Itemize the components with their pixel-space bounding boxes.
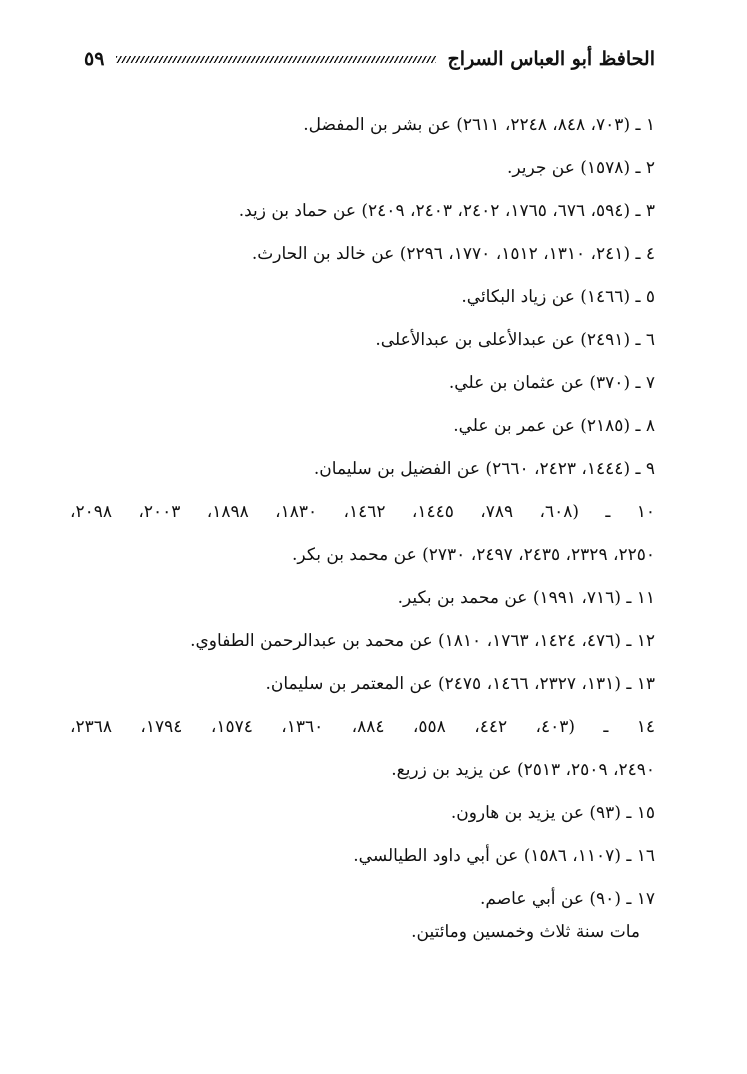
list-item: ١١ ـ (٧١٦، ١٩٩١) عن محمد بن بكير. [397, 588, 655, 608]
list-item: ٣ ـ (٥٩٤، ٦٧٦، ١٧٦٥، ٢٤٠٢، ٢٤٠٣، ٢٤٠٩) عن حماد بن زيد. [238, 201, 655, 221]
narrator-list [70, 104, 655, 921]
page-number: ٥٩ [84, 48, 105, 70]
list-item-line: ١٠ ـ (٦٠٨، ٧٨٩، ١٤٤٥، ١٤٦٢، ١٨٣٠، ١٨٩٨، ٢٠٠٣، ٢٠٩٨، [70, 502, 655, 522]
list-item: ٦ ـ (٢٤٩١) عن عبدالأعلى بن عبدالأعلى. [375, 330, 655, 350]
list-item-line: ١٤ ـ (٤٠٣، ٤٤٢، ٥٥٨، ٨٨٤، ١٣٦٠، ١٥٧٤، ١٧٩٤، ٢٣٦٨، [70, 717, 656, 737]
list-item [70, 706, 655, 792]
list-item: ١٢ ـ (٤٧٦، ١٤٢٤، ١٧٦٣، ١٨١٠) عن محمد بن عبدالرحمن الطفاوي. [190, 631, 655, 651]
running-title: الحافظ أبو العباس السراج [447, 48, 655, 70]
list-item: ٩ ـ (١٤٤٤، ٢٤٢٣، ٢٦٦٠) عن الفضيل بن سليمان. [313, 459, 655, 479]
list-item: ٢ ـ (١٥٧٨) عن جرير. [506, 158, 655, 178]
header-rule [116, 56, 435, 63]
list-item [70, 491, 655, 577]
list-item: ١٣ ـ (١٣١، ٢٣٢٧، ١٤٦٦، ٢٤٧٥) عن المعتمر بن سليمان. [265, 674, 655, 694]
list-item: ١٦ ـ (١١٠٧، ١٥٨٦) عن أبي داود الطيالسي. [353, 846, 655, 866]
closing-note: مات سنة ثلاث وخمسين ومائتين. [411, 922, 640, 942]
list-item: ١٧ ـ (٩٠) عن أبي عاصم. [480, 889, 655, 909]
list-item: ٤ ـ (٢٤١، ١٣١٠، ١٥١٢، ١٧٧٠، ٢٢٩٦) عن خالد بن الحارث. [251, 244, 655, 264]
list-item: ٧ ـ (٣٧٠) عن عثمان بن علي. [448, 373, 655, 393]
list-item: ٨ ـ (٢١٨٥) عن عمر بن علي. [453, 416, 655, 436]
list-item: ٥ ـ (١٤٦٦) عن زياد البكائي. [461, 287, 655, 307]
list-item: ١٥ ـ (٩٣) عن يزيد بن هارون. [450, 803, 655, 823]
list-item-line: ٢٤٩٠، ٢٥٠٩، ٢٥١٣) عن يزيد بن زريع. [391, 760, 655, 780]
running-header [84, 44, 655, 74]
list-item: ١ ـ (٧٠٣، ٨٤٨، ٢٢٤٨، ٢٦١١) عن بشر بن المفضل. [303, 115, 655, 135]
list-item-line: ٢٢٥٠، ٢٣٢٩، ٢٤٣٥، ٢٤٩٧، ٢٧٣٠) عن محمد بن بكر. [292, 545, 655, 565]
